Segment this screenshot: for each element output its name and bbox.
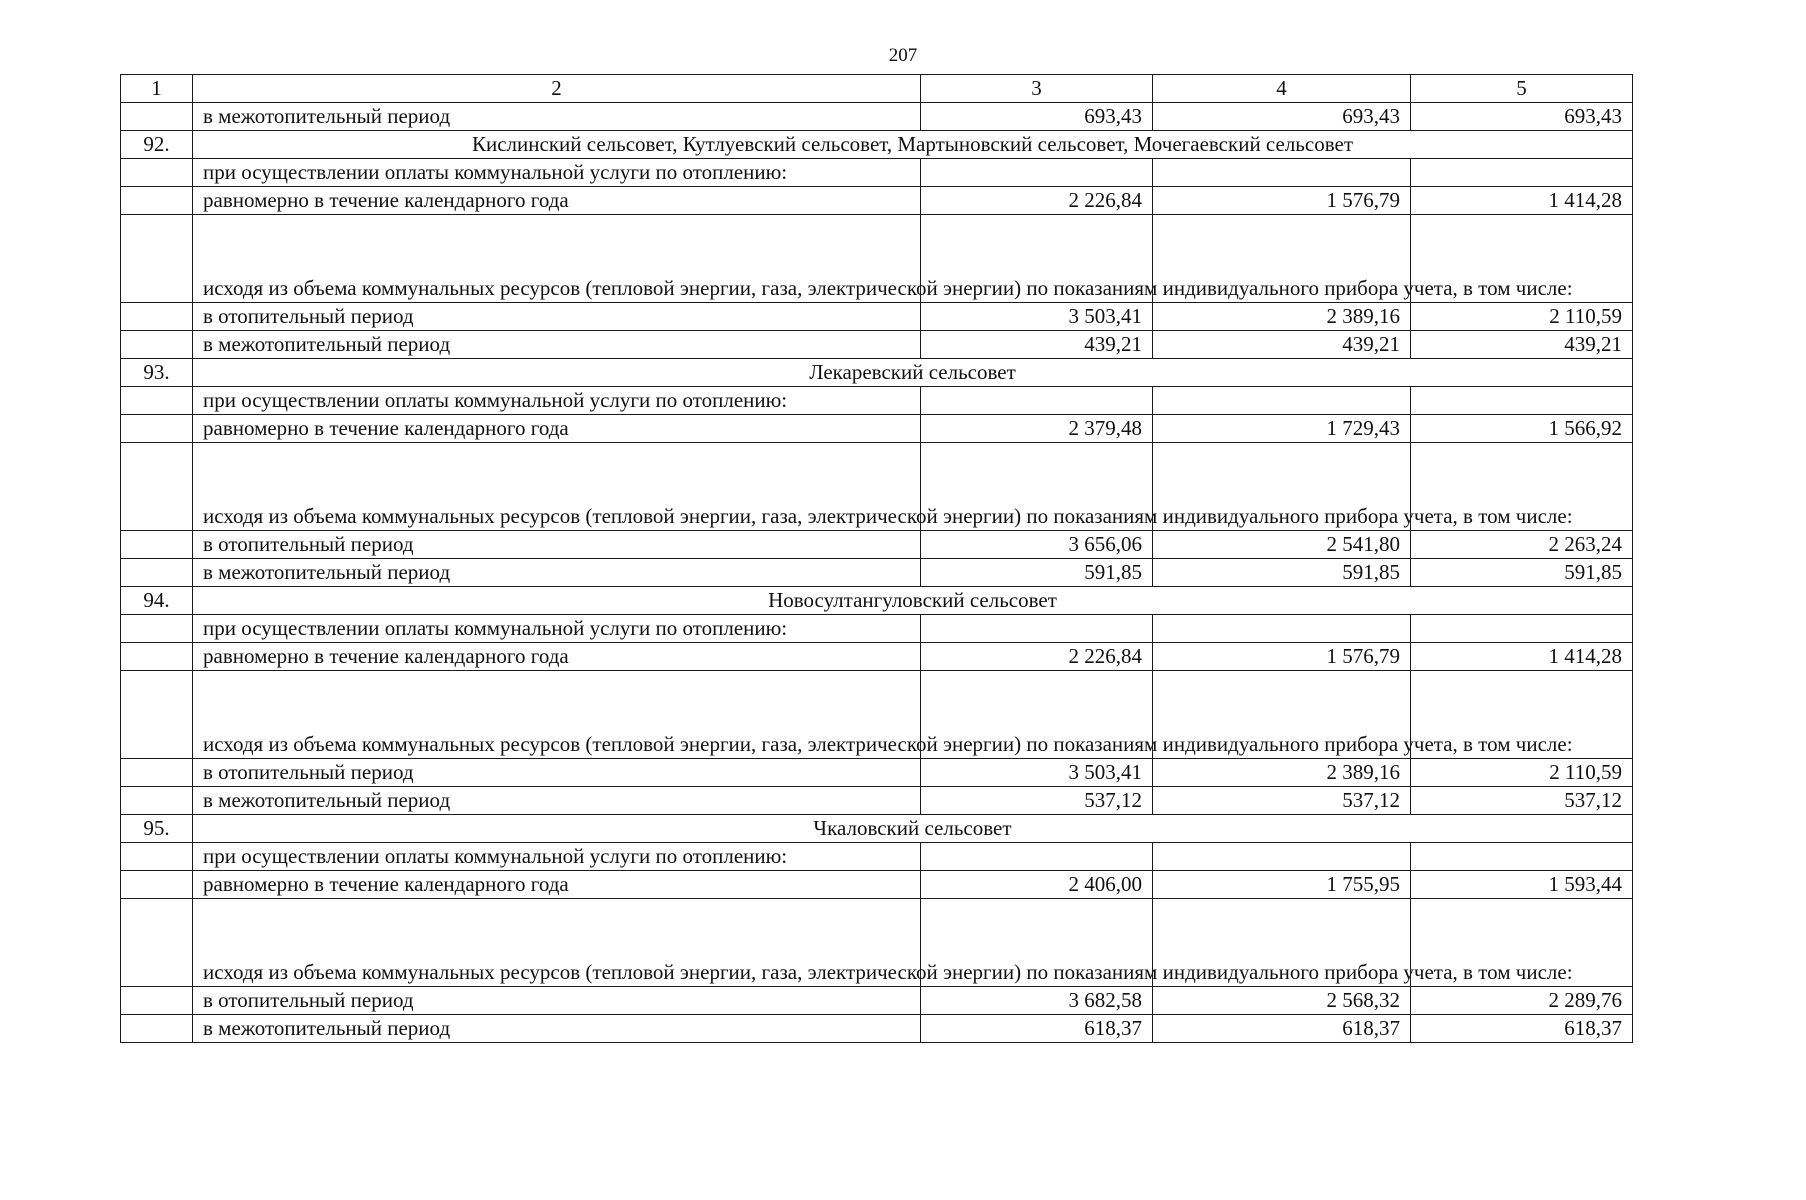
section-title: Новосултангуловский сельсовет [193,587,1633,615]
row-label: равномерно в течение календарного года [193,187,921,215]
row-number-cell [121,559,193,587]
row-number-cell [121,843,193,871]
table-row [121,415,1633,443]
row-number-cell [121,103,193,131]
section-number: 95. [121,815,193,843]
section-number: 94. [121,587,193,615]
value-col-3 [921,615,1153,643]
value-col-4: 1 576,79 [1153,643,1411,671]
value-col-3: 439,21 [921,331,1153,359]
row-label: в межотопительный период [193,331,921,359]
row-number-cell [121,531,193,559]
value-col-5: 1 593,44 [1411,871,1633,899]
table-row [121,987,1633,1015]
value-col-4: 1 755,95 [1153,871,1411,899]
table-row [121,187,1633,215]
table-row [121,215,1633,303]
value-col-5: 2 110,59 [1411,303,1633,331]
row-number-cell [121,215,193,303]
table-row [121,303,1633,331]
value-col-3: 2 226,84 [921,187,1153,215]
table-row [121,787,1633,815]
value-col-3: 3 682,58 [921,987,1153,1015]
table-row [121,615,1633,643]
row-number-cell [121,303,193,331]
value-col-5: 591,85 [1411,559,1633,587]
value-col-5 [1411,615,1633,643]
value-col-5: 618,37 [1411,1015,1633,1043]
section-row [121,359,1633,387]
row-number-cell [121,643,193,671]
row-number-cell [121,387,193,415]
section-title: Чкаловский сельсовет [193,815,1633,843]
table-body [121,75,1633,1043]
row-number-cell [121,1015,193,1043]
value-col-5 [1411,387,1633,415]
table-row [121,671,1633,759]
table-row [121,103,1633,131]
table-row [121,387,1633,415]
row-number-cell [121,443,193,531]
value-col-3: 3 503,41 [921,303,1153,331]
column-header-5: 5 [1411,75,1633,103]
row-label: в межотопительный период [193,103,921,131]
section-row [121,131,1633,159]
value-col-5 [1411,159,1633,187]
section-title: Лекаревский сельсовет [193,359,1633,387]
value-col-5: 439,21 [1411,331,1633,359]
value-col-3: 693,43 [921,103,1153,131]
row-label: в межотопительный период [193,1015,921,1043]
value-col-4: 1 576,79 [1153,187,1411,215]
value-col-4 [1153,159,1411,187]
row-label: равномерно в течение календарного года [193,871,921,899]
row-label: равномерно в течение календарного года [193,643,921,671]
row-label: при осуществлении оплаты коммунальной услуги по отоплению: [193,159,921,187]
row-label: в отопительный период [193,759,921,787]
value-col-5: 2 110,59 [1411,759,1633,787]
value-col-5: 1 566,92 [1411,415,1633,443]
value-col-4: 591,85 [1153,559,1411,587]
table-row [121,443,1633,531]
row-number-cell [121,187,193,215]
value-col-3: 2 226,84 [921,643,1153,671]
row-number-cell [121,331,193,359]
page-number: 207 [888,45,918,66]
row-number-cell [121,899,193,987]
value-col-4: 439,21 [1153,331,1411,359]
table-row [121,559,1633,587]
row-number-cell [121,987,193,1015]
value-col-4: 2 541,80 [1153,531,1411,559]
row-number-cell [121,787,193,815]
value-col-4: 1 729,43 [1153,415,1411,443]
value-col-3: 3 656,06 [921,531,1153,559]
tariff-table [120,74,1633,1043]
row-label: в межотопительный период [193,787,921,815]
value-col-3: 591,85 [921,559,1153,587]
value-col-4 [1153,615,1411,643]
value-col-4: 693,43 [1153,103,1411,131]
row-number-cell [121,871,193,899]
value-col-5: 2 263,24 [1411,531,1633,559]
row-label: в отопительный период [193,531,921,559]
table-row [121,843,1633,871]
table-row [121,159,1633,187]
value-col-4: 2 389,16 [1153,759,1411,787]
column-header-row [121,75,1633,103]
value-col-3: 537,12 [921,787,1153,815]
table-row [121,871,1633,899]
value-col-5 [1411,843,1633,871]
section-row [121,815,1633,843]
value-col-4 [1153,843,1411,871]
row-label: исходя из объема коммунальных ресурсов (тепловой энергии, газа, электрической энергии) по показаниям индивидуального прибора учета, в том числе: [193,671,921,759]
table-row [121,899,1633,987]
row-number-cell [121,759,193,787]
table-row [121,759,1633,787]
section-number: 92. [121,131,193,159]
row-label: исходя из объема коммунальных ресурсов (тепловой энергии, газа, электрической энергии) по показаниям индивидуального прибора учета, в том числе: [193,215,921,303]
table-row [121,331,1633,359]
row-label: в отопительный период [193,303,921,331]
column-header-4: 4 [1153,75,1411,103]
row-label: в межотопительный период [193,559,921,587]
value-col-3: 618,37 [921,1015,1153,1043]
row-label: в отопительный период [193,987,921,1015]
table-row [121,1015,1633,1043]
section-title: Кислинский сельсовет, Кутлуевский сельсовет, Мартыновский сельсовет, Мочегаевский сельсовет [193,131,1633,159]
row-label: исходя из объема коммунальных ресурсов (тепловой энергии, газа, электрической энергии) по показаниям индивидуального прибора учета, в том числе: [193,899,921,987]
value-col-4: 618,37 [1153,1015,1411,1043]
table-row [121,643,1633,671]
value-col-5: 2 289,76 [1411,987,1633,1015]
row-label: при осуществлении оплаты коммунальной услуги по отоплению: [193,387,921,415]
column-header-2: 2 [193,75,921,103]
value-col-4: 2 568,32 [1153,987,1411,1015]
row-label: исходя из объема коммунальных ресурсов (тепловой энергии, газа, электрической энергии) по показаниям индивидуального прибора учета, в том числе: [193,443,921,531]
value-col-5: 537,12 [1411,787,1633,815]
column-header-1: 1 [121,75,193,103]
value-col-5: 693,43 [1411,103,1633,131]
value-col-4: 2 389,16 [1153,303,1411,331]
value-col-3: 3 503,41 [921,759,1153,787]
value-col-3: 2 406,00 [921,871,1153,899]
row-label: при осуществлении оплаты коммунальной услуги по отоплению: [193,843,921,871]
row-label: равномерно в течение календарного года [193,415,921,443]
row-number-cell [121,671,193,759]
value-col-3 [921,159,1153,187]
row-number-cell [121,415,193,443]
section-row [121,587,1633,615]
row-label: при осуществлении оплаты коммунальной услуги по отоплению: [193,615,921,643]
value-col-3: 2 379,48 [921,415,1153,443]
value-col-3 [921,843,1153,871]
row-number-cell [121,615,193,643]
row-number-cell [121,159,193,187]
section-number: 93. [121,359,193,387]
value-col-3 [921,387,1153,415]
value-col-4: 537,12 [1153,787,1411,815]
table-row [121,531,1633,559]
value-col-5: 1 414,28 [1411,187,1633,215]
column-header-3: 3 [921,75,1153,103]
value-col-5: 1 414,28 [1411,643,1633,671]
value-col-4 [1153,387,1411,415]
